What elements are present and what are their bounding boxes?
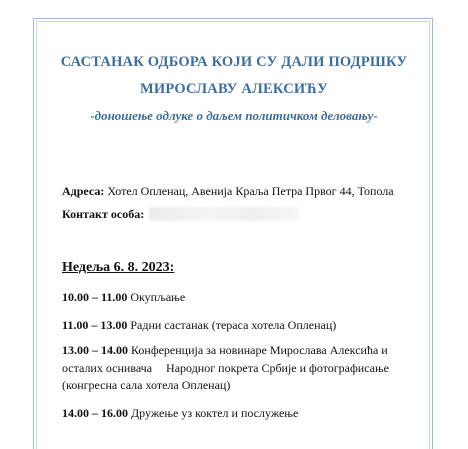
document-title-line-1: САСТАНАК ОДБОРА КОЈИ СУ ДАЛИ ПОДРШКУ <box>60 54 408 70</box>
agenda-item <box>62 317 412 335</box>
agenda-time: 11.00 – 13.00 <box>62 318 128 332</box>
agenda-text: Дружење уз коктел и послужење <box>131 406 299 420</box>
agenda-item <box>62 405 412 423</box>
agenda-time: 13.00 – 14.00 <box>62 343 128 357</box>
document-title-line-2: МИРОСЛАВУ АЛЕКСИЋУ <box>139 81 329 97</box>
agenda-time: 14.00 – 16.00 <box>62 406 128 420</box>
document-subtitle: -доношење одлуке о даљем политичком деловању- <box>90 108 378 123</box>
agenda-text-continued: осталих оснивача <box>62 360 153 375</box>
address-label: Адреса: <box>62 184 105 198</box>
agenda-item <box>62 342 412 395</box>
address-line <box>62 184 394 199</box>
contact-label: Контакт особа: <box>62 207 145 221</box>
agenda-text: Радни састанак (тераса хотела Опленац) <box>130 318 337 332</box>
agenda-time: 10.00 – 11.00 <box>62 290 128 304</box>
agenda-text: Конференција за новинаре Мирослава Алексића и <box>131 343 388 357</box>
agenda-text: Окупљање <box>130 290 186 304</box>
address-value: Хотел Опленац, Авенија Краља Петра Првог 44, Топола <box>107 184 394 198</box>
redacted-contact-value <box>149 207 299 221</box>
contact-line <box>62 207 299 222</box>
agenda-text-continued: Народног покрета Србије и фотографисање <box>166 360 390 375</box>
agenda-text-continued: (конгресна сала хотела Опленац) <box>62 378 231 392</box>
date-heading: Недеља 6. 8. 2023: <box>62 260 175 275</box>
agenda-item <box>62 289 412 307</box>
